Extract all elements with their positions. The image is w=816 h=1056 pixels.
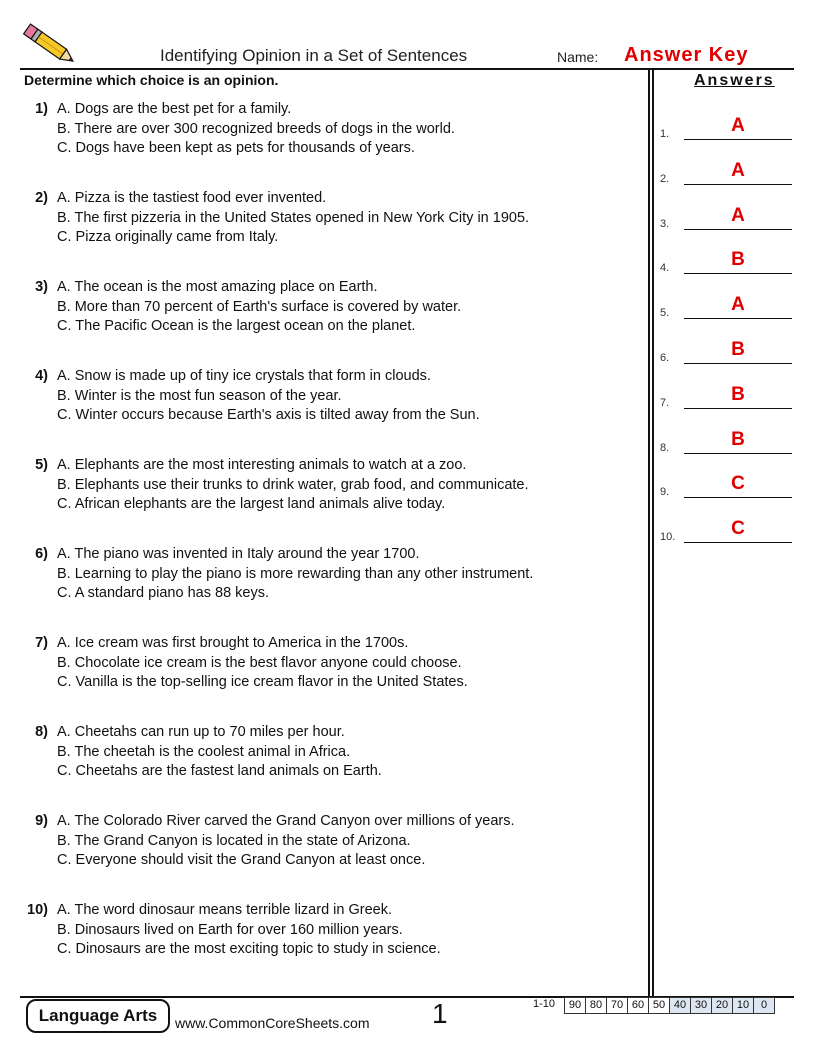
name-label: Name:: [557, 49, 599, 65]
answer-value: A: [731, 159, 745, 181]
choice-c: C. Pizza originally came from Italy.: [57, 229, 279, 246]
choice-b: B. The cheetah is the coolest animal in Africa.: [57, 743, 351, 760]
choice-b: B. Chocolate ice cream is the best flavor anyone could choose.: [57, 654, 462, 671]
answer-key-label: Answer Key: [624, 44, 749, 66]
answer-value: B: [731, 428, 745, 450]
page-number: 1: [432, 998, 448, 1029]
choice-a: A. Dogs are the best pet for a family.: [57, 101, 292, 117]
question-number: 10): [27, 902, 48, 918]
answer-number: 9.: [660, 486, 670, 499]
question-item: [20, 100, 640, 159]
answer-row: [660, 519, 792, 543]
website-link[interactable]: www.CommonCoreSheets.com: [175, 1015, 370, 1031]
choice-c: C. The Pacific Ocean is the largest ocean on the planet.: [57, 318, 416, 335]
answer-blank: [684, 318, 792, 319]
score-cell: 20: [712, 998, 733, 1013]
choice-b: B. There are over 300 recognized breeds of dogs in the world.: [57, 120, 455, 137]
answers-title: Answers: [694, 72, 775, 89]
question-number: 2): [35, 190, 48, 206]
choice-c: C. Vanilla is the top-selling ice cream flavor in the United States.: [57, 674, 468, 691]
answer-value: A: [731, 204, 745, 226]
answer-value: B: [731, 339, 745, 360]
answer-row: [660, 161, 792, 185]
question-item: [20, 634, 640, 693]
score-cell: 10: [733, 998, 754, 1013]
answer-row: [660, 430, 792, 454]
choice-b: B. Elephants use their trunks to drink water, grab food, and communicate.: [57, 476, 529, 493]
column-divider-right: [652, 68, 654, 996]
answer-number: 6.: [660, 352, 670, 364]
answer-value: B: [731, 249, 745, 271]
directions: Determine which choice is an opinion.: [24, 72, 279, 88]
choice-b: B. More than 70 percent of Earth's surface is covered by water.: [57, 298, 462, 315]
choice-c: C. Everyone should visit the Grand Canyon at least once.: [57, 852, 426, 869]
choice-c: C. A standard piano has 88 keys.: [57, 585, 269, 602]
answer-blank: [684, 363, 792, 364]
choice-a: A. The word dinosaur means terrible lizard in Greek.: [57, 902, 392, 918]
answer-number: 4.: [660, 262, 670, 275]
answer-number: 3.: [660, 217, 670, 230]
answer-number: 8.: [660, 441, 670, 454]
answer-blank: [684, 408, 792, 409]
score-cell: 30: [691, 998, 712, 1013]
question-item: [20, 367, 640, 426]
subject-badge: Language Arts: [26, 999, 170, 1033]
choice-c: C. African elephants are the largest land animals alive today.: [57, 496, 446, 513]
answer-row: [660, 250, 792, 274]
score-cell: 40: [670, 998, 691, 1013]
question-number: 5): [35, 457, 48, 473]
answer-row: [660, 385, 792, 409]
column-divider-left: [648, 68, 650, 996]
answer-row: [660, 206, 792, 230]
choice-a: A. Elephants are the most interesting animals to watch at a zoo.: [57, 457, 467, 473]
answer-blank: [684, 453, 792, 454]
question-item: [20, 723, 640, 782]
question-number: 9): [35, 813, 48, 829]
answer-value: C: [731, 473, 745, 495]
choice-c: C. Cheetahs are the fastest land animals on Earth.: [57, 763, 382, 780]
score-cell: 50: [649, 998, 670, 1013]
question-item: [20, 189, 640, 248]
choice-a: A. The Colorado River carved the Grand Canyon over millions of years.: [57, 813, 515, 829]
question-item: [20, 278, 640, 337]
choice-a: A. Ice cream was first brought to America in the 1700s.: [57, 635, 409, 651]
score-scale-label: 1-10: [533, 998, 556, 1010]
choice-b: B. Winter is the most fun season of the year.: [57, 387, 342, 404]
score-scale: [564, 997, 775, 1014]
answer-number: 10.: [660, 531, 676, 544]
choice-c: C. Winter occurs because Earth's axis is tilted away from the Sun.: [57, 407, 480, 424]
answer-blank: [684, 184, 792, 185]
choice-a: A. The piano was invented in Italy around the year 1700.: [57, 546, 420, 562]
choice-a: A. Snow is made up of tiny ice crystals that form in clouds.: [57, 368, 431, 384]
answer-row: [660, 295, 792, 319]
answer-blank: [684, 542, 792, 543]
question-number: 1): [35, 101, 48, 117]
answer-row: [660, 340, 792, 364]
answer-blank: [684, 497, 792, 498]
answer-value: B: [731, 383, 745, 405]
question-number: 7): [35, 635, 48, 651]
question-item: [20, 901, 640, 960]
answer-number: 7.: [660, 396, 670, 409]
answer-number: 1.: [660, 128, 670, 140]
choice-a: A. The ocean is the most amazing place on Earth.: [57, 279, 378, 295]
worksheet-title: Identifying Opinion in a Set of Sentences: [160, 46, 468, 65]
choice-c: C. Dinosaurs are the most exciting topic to study in science.: [57, 941, 441, 958]
header-divider: [20, 68, 794, 70]
score-cell: 70: [607, 998, 628, 1013]
choice-b: B. Dinosaurs lived on Earth for over 160 million years.: [57, 921, 403, 938]
answer-number: 5.: [660, 307, 670, 320]
answer-value: A: [731, 294, 745, 316]
score-cell: 60: [628, 998, 649, 1013]
choice-a: A. Pizza is the tastiest food ever invented.: [57, 190, 327, 206]
choice-b: B. Learning to play the piano is more rewarding than any other instrument.: [57, 565, 534, 582]
question-number: 3): [35, 279, 48, 295]
answer-value: C: [731, 518, 745, 540]
choice-c: C. Dogs have been kept as pets for thousands of years.: [57, 140, 415, 157]
answer-blank: [684, 273, 792, 274]
question-item: [20, 545, 640, 604]
question-item: [20, 812, 640, 871]
answer-row: [660, 474, 792, 498]
score-cell: 80: [586, 998, 607, 1013]
answer-blank: [684, 229, 792, 230]
answer-blank: [684, 139, 792, 140]
pencil-icon: [20, 20, 80, 70]
score-cell: 0: [754, 998, 774, 1013]
answer-row: [660, 116, 792, 140]
question-number: 6): [35, 546, 48, 562]
score-cell: 90: [565, 998, 586, 1013]
choice-b: B. The Grand Canyon is located in the state of Arizona.: [57, 832, 411, 849]
question-number: 8): [35, 724, 48, 740]
answer-value: A: [731, 115, 745, 136]
choice-a: A. Cheetahs can run up to 70 miles per hour.: [57, 724, 345, 740]
question-number: 4): [35, 368, 48, 384]
answer-number: 2.: [660, 172, 670, 185]
choice-b: B. The first pizzeria in the United States opened in New York City in 1905.: [57, 209, 530, 226]
question-item: [20, 456, 640, 515]
